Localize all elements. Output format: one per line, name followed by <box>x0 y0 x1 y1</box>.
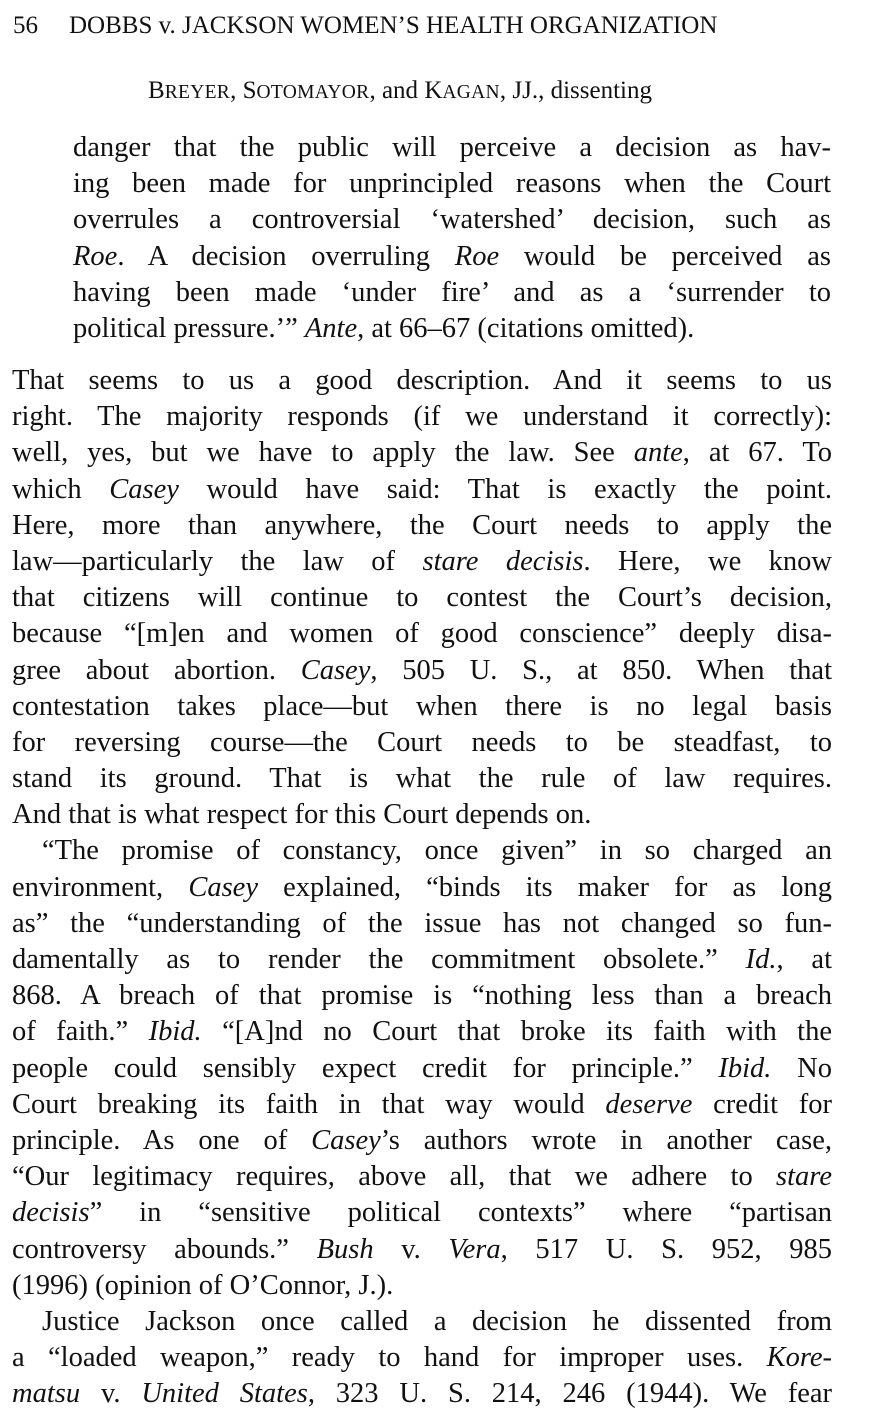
italic-citation: deserve <box>605 1088 693 1120</box>
text-line: as” the “understanding of the issue has not changed so fun- <box>12 907 832 939</box>
italic-citation: Id. <box>745 944 777 975</box>
italic-citation: Ibid. <box>148 1016 202 1048</box>
and-connector: , and <box>369 77 425 104</box>
italic-citation: Casey <box>188 871 258 903</box>
italic-citation: United States <box>141 1378 308 1410</box>
text-line: contestation takes place—but when there is no legal basis <box>12 690 832 722</box>
italic-citation: Casey <box>109 473 179 505</box>
text-line: right. The majority responds (if we understand it correctly): <box>12 401 832 433</box>
text-line: decisis” in “sensitive political contexts” where “partisan <box>12 1197 832 1229</box>
text-line: “Our legitimacy requires, above all, that we adhere to stare <box>12 1161 832 1193</box>
italic-citation: ante <box>633 437 683 469</box>
text-line: principle. As one of Casey’s authors wrote in another case, <box>12 1124 832 1156</box>
paragraph <box>12 363 832 833</box>
text-line: because “[m]en and women of good conscience” deeply disa- <box>12 618 832 650</box>
text-line: damentally as to render the commitment obsolete.” Id., at <box>12 944 832 975</box>
italic-citation: Bush <box>316 1233 374 1265</box>
justice-sotomayor-rest: OTOMAYOR <box>256 82 370 103</box>
paragraph <box>12 1304 832 1413</box>
text-line: gree about abortion. Casey, 505 U. S., at 850. When that <box>12 654 832 686</box>
text-line: law—particularly the law of stare decisis. Here, we know <box>12 545 833 577</box>
text-line: stand its ground. That is what the rule of law requires. <box>12 763 832 795</box>
quote-line: overrules a controversial ‘watershed’ decision, such as <box>73 204 831 236</box>
italic-citation: stare <box>776 1161 832 1193</box>
text-line: Justice Jackson once called a decision he dissented from <box>42 1305 832 1337</box>
text-line: people could sensibly expect credit for principle.” Ibid. No <box>12 1052 832 1084</box>
text-line: “The promise of constancy, once given” in so charged an <box>42 835 832 867</box>
quote-line: having been made ‘under fire’ and as a ‘surrender to <box>73 276 831 308</box>
italic-citation: Vera <box>448 1233 501 1265</box>
justice-breyer-rest: REYER <box>164 82 231 103</box>
quote-line: ing been made for unprincipled reasons when the Court <box>73 168 831 200</box>
text-line: 868. A breach of that promise is “nothing less than a breach <box>12 980 832 1012</box>
italic-citation: Ante <box>304 312 358 344</box>
comma-separator: , <box>230 77 243 104</box>
quote-line: political pressure.’” Ante, at 66–67 (citations omitted). <box>73 312 695 344</box>
dissenting-label: , JJ., dissenting <box>499 77 653 104</box>
paragraph <box>12 833 832 1303</box>
justice-kagan-initial: K <box>424 77 443 104</box>
text-line: well, yes, but we have to apply the law. See ante, at 67. To <box>12 437 832 469</box>
opinion-subheading <box>148 76 652 108</box>
italic-citation: Roe <box>454 240 500 272</box>
text-line: matsu v. United States, 323 U. S. 214, 246 (1944). We fear <box>12 1378 832 1410</box>
quote-line: danger that the public will perceive a decision as hav- <box>73 132 831 163</box>
case-title: DOBBS v. JACKSON WOMEN’S HEALTH ORGANIZATION <box>69 12 718 39</box>
text-line: for reversing course—the Court needs to be steadfast, to <box>12 726 832 758</box>
quote-line: Roe. A decision overruling Roe would be perceived as <box>73 240 831 272</box>
italic-citation: Ibid. <box>718 1052 772 1084</box>
text-line: That seems to us a good description. And it seems to us <box>12 365 832 396</box>
page-number: 56 <box>13 12 38 39</box>
italic-citation: stare decisis <box>422 545 584 577</box>
italic-citation: Roe <box>73 240 118 272</box>
text-line: that citizens will continue to contest the Court’s decision, <box>12 582 832 614</box>
running-head <box>13 11 873 41</box>
text-line: Here, more than anywhere, the Court needs to apply the <box>12 509 832 541</box>
text-line: And that is what respect for this Court depends on. <box>12 799 592 831</box>
italic-citation: Casey <box>300 654 371 686</box>
justice-kagan-rest: AGAN <box>442 82 500 103</box>
text-line: environment, Casey explained, “binds its maker for as long <box>12 871 832 903</box>
opinion-body <box>12 363 832 1412</box>
justice-sotomayor-initial: S <box>242 77 257 104</box>
text-line: a “loaded weapon,” ready to hand for improper uses. Kore- <box>12 1342 832 1374</box>
italic-citation: decisis <box>12 1197 90 1229</box>
italic-citation: matsu <box>12 1378 81 1410</box>
text-line: (1996) (opinion of O’Connor, J.). <box>12 1269 394 1301</box>
italic-citation: Casey <box>311 1124 381 1156</box>
italic-citation: Kore- <box>766 1342 832 1374</box>
justice-breyer-initial: B <box>148 77 165 104</box>
text-line: which Casey would have said: That is exactly the point. <box>12 473 832 505</box>
text-line: controversy abounds.” Bush v. Vera, 517 U. S. 952, 985 <box>12 1233 832 1265</box>
block-quotation <box>73 130 831 347</box>
text-line: Court breaking its faith in that way would deserve credit for <box>12 1088 833 1120</box>
text-line: of faith.” Ibid. “[A]nd no Court that broke its faith with the <box>12 1016 832 1048</box>
